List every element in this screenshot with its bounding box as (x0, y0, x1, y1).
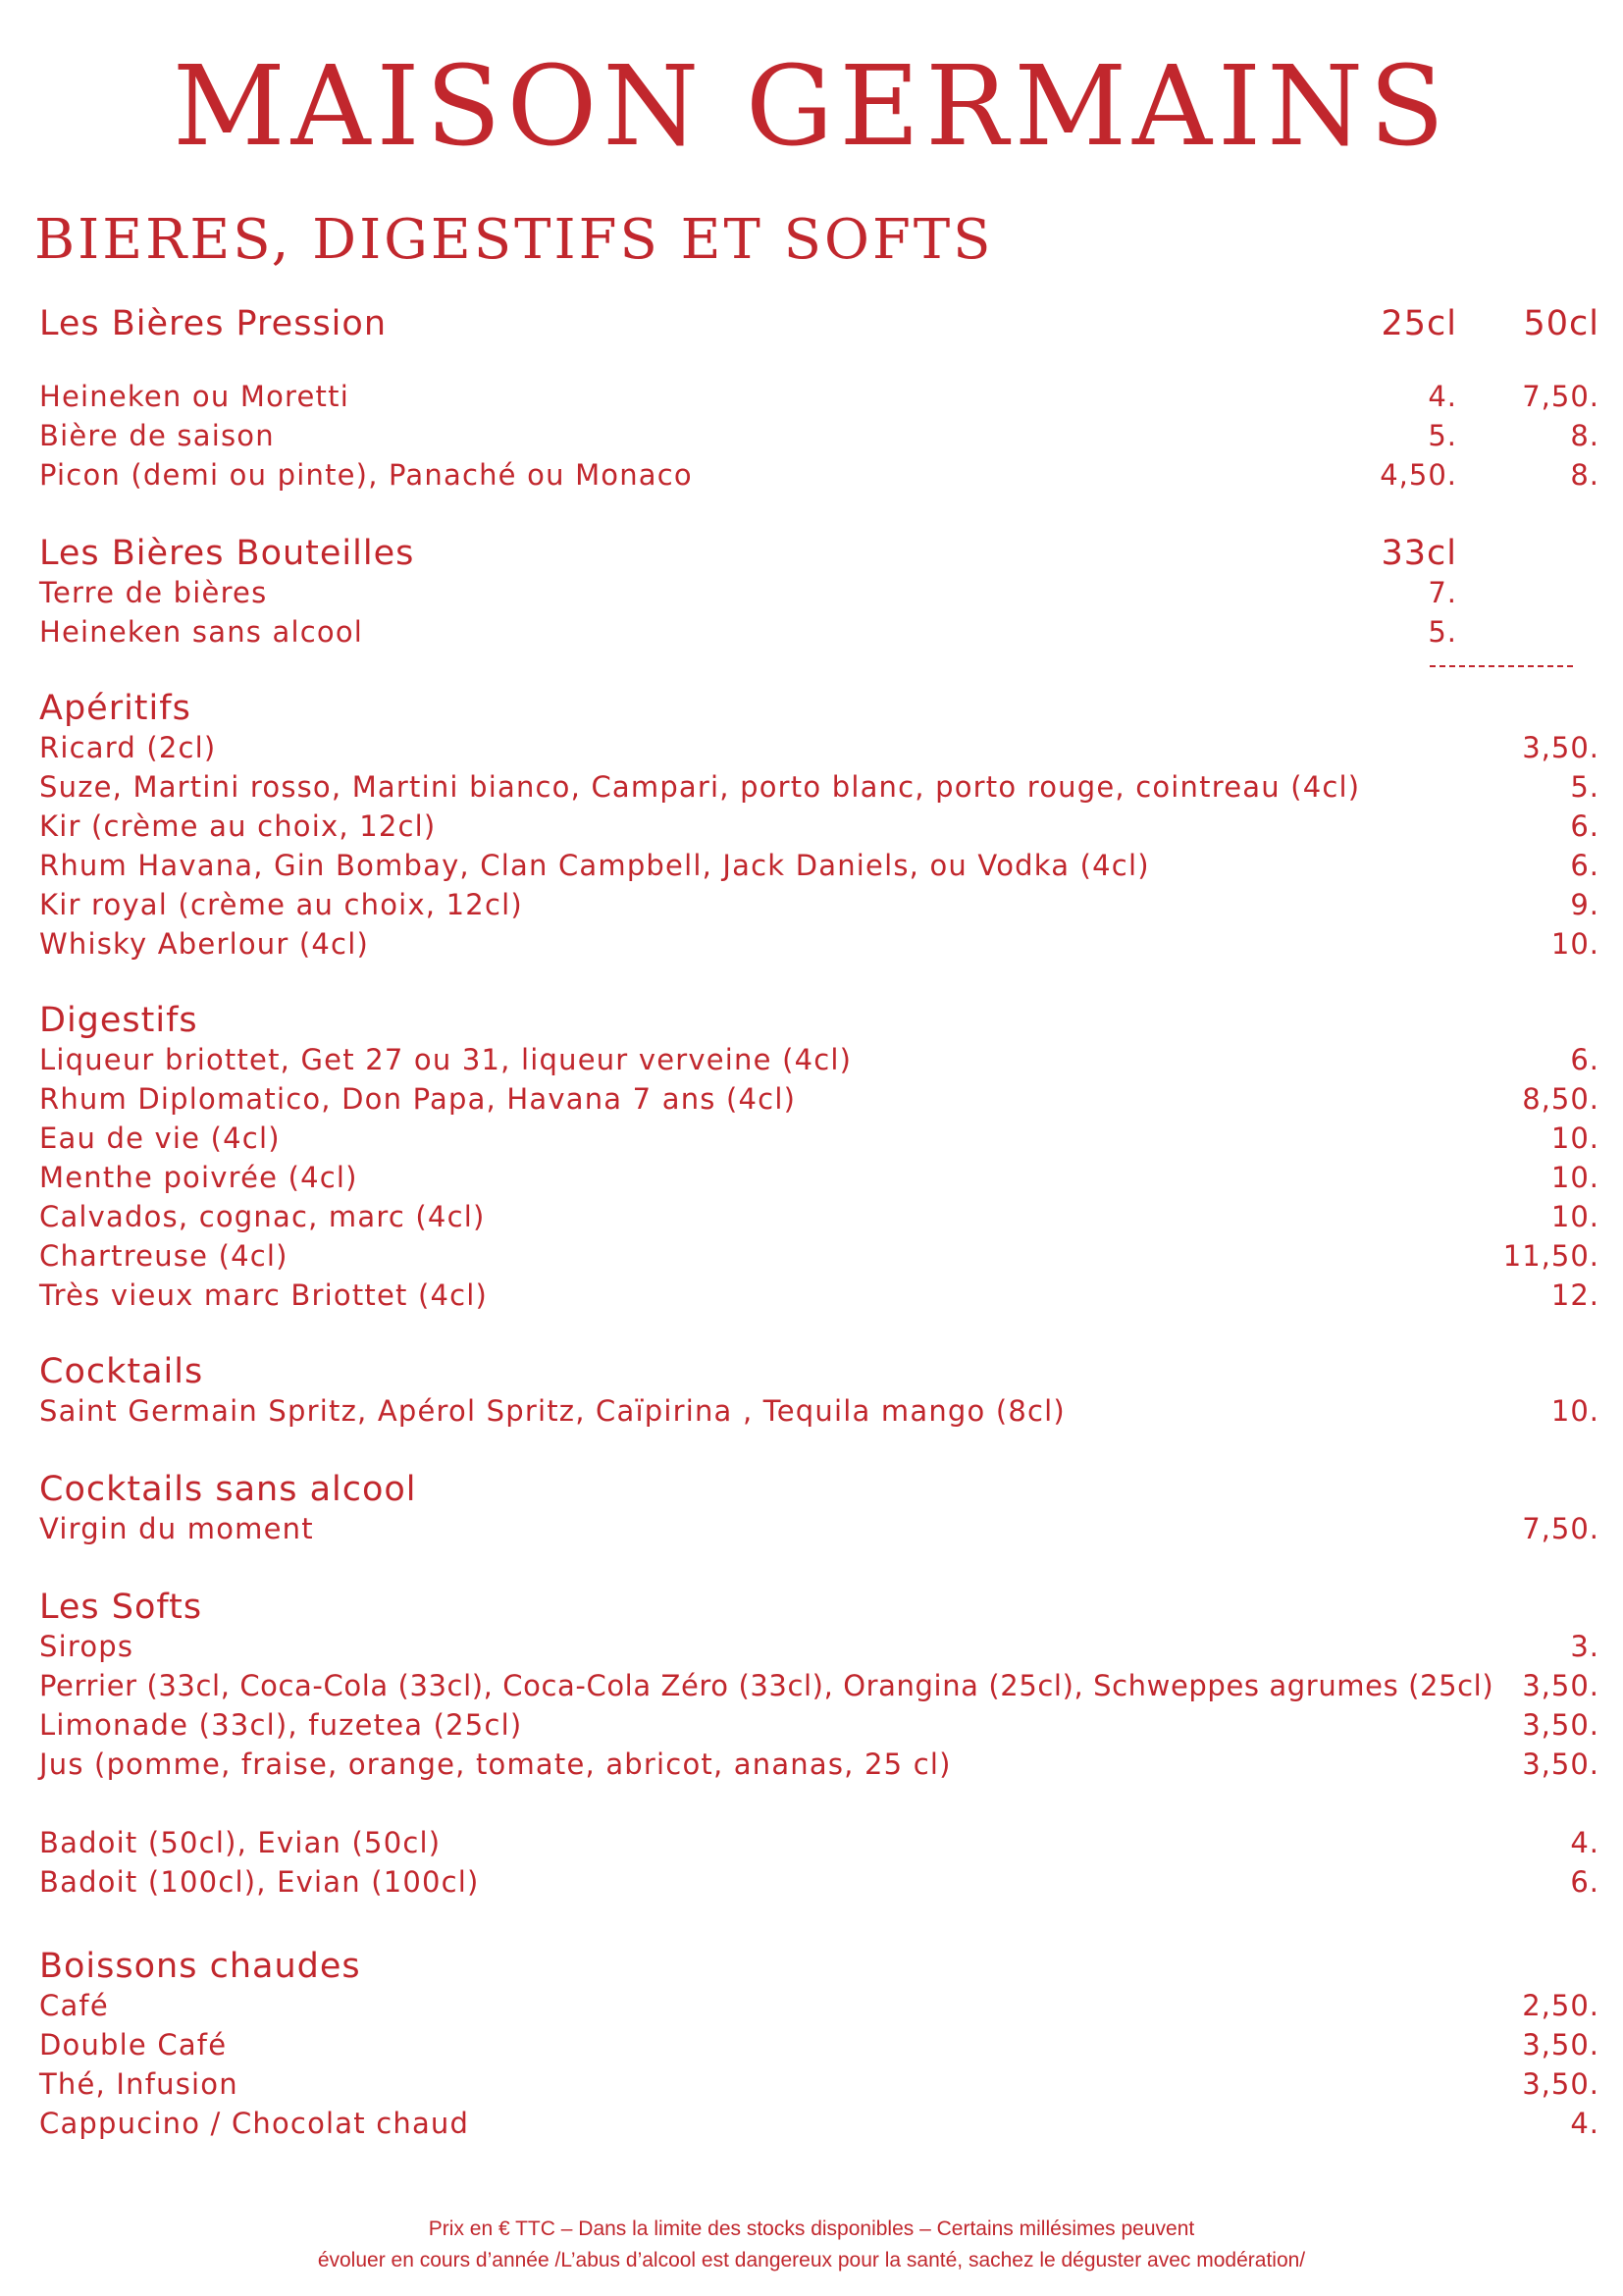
item-price: 3. (1570, 1630, 1599, 1663)
item-price-50cl: 8. (1570, 419, 1599, 452)
item-price-25cl: 4. (1428, 380, 1457, 413)
footer-line-1: Prix en € TTC – Dans la limite des stocks disponibles – Certains millésimes peuvent (428, 2218, 1195, 2240)
column-header-25cl: 25cl (1381, 304, 1457, 343)
section-heading-aperitifs (0, 685, 1623, 732)
column-header-33cl: 33cl (1381, 534, 1457, 573)
section-title: Les Bières Bouteilles (39, 534, 415, 573)
item-name: Rhum Diplomatico, Don Papa, Havana 7 ans (4cl) (39, 1082, 797, 1116)
menu-item (0, 1745, 1623, 1784)
section-heading-bieres-bouteilles (0, 530, 1623, 577)
dashed-divider (1430, 665, 1573, 667)
item-name: Sirops (39, 1630, 134, 1663)
menu-item (0, 1705, 1623, 1745)
restaurant-title: MAISON GERMAINS (172, 43, 1451, 171)
item-price: 10. (1550, 1200, 1599, 1233)
section-title: Cocktails sans alcool (39, 1470, 417, 1509)
menu-item (0, 846, 1623, 885)
item-price: 6. (1570, 809, 1599, 843)
section-heading-bieres-pression (0, 300, 1623, 347)
section-heading-softs (0, 1584, 1623, 1631)
item-name: Perrier (33cl, Coca-Cola (33cl), Coca-Cola Zéro (33cl), Orangina (25cl), Schweppes agrumes (25cl) (39, 1669, 1494, 1702)
item-name: Bière de saison (39, 419, 275, 452)
item-price: 2,50. (1522, 1989, 1599, 2022)
item-price: 10. (1550, 1394, 1599, 1428)
item-price: 9. (1570, 888, 1599, 921)
menu-item (0, 1391, 1623, 1431)
item-name: Badoit (100cl), Evian (100cl) (39, 1865, 480, 1899)
item-name: Calvados, cognac, marc (4cl) (39, 1200, 486, 1233)
item-name: Double Café (39, 2028, 228, 2061)
item-name: Heineken ou Moretti (39, 380, 349, 413)
menu-item (0, 1823, 1623, 1862)
item-name: Kir (crème au choix, 12cl) (39, 809, 437, 843)
item-price: 3,50. (1522, 1669, 1599, 1702)
menu-item (0, 1158, 1623, 1197)
item-name: Whisky Aberlour (4cl) (39, 927, 369, 961)
item-name: Café (39, 1989, 109, 2022)
section-title: Les Bières Pression (39, 304, 387, 343)
section-heading-cocktails (0, 1348, 1623, 1395)
menu-item (0, 1119, 1623, 1158)
menu-item (0, 2025, 1623, 2064)
menu-item (0, 455, 1623, 495)
item-price: 4. (1570, 2107, 1599, 2140)
item-name: Rhum Havana, Gin Bombay, Clan Campbell, Jack Daniels, ou Vodka (4cl) (39, 849, 1150, 882)
item-price-33cl: 7. (1428, 576, 1457, 609)
footer-disclaimer (0, 2214, 1623, 2276)
item-price: 6. (1570, 849, 1599, 882)
item-name: Heineken sans alcool (39, 615, 364, 649)
item-name: Chartreuse (4cl) (39, 1239, 288, 1273)
item-name: Badoit (50cl), Evian (50cl) (39, 1826, 442, 1859)
section-title: Digestifs (39, 1001, 198, 1040)
item-price: 3,50. (1522, 1708, 1599, 1742)
item-price: 10. (1550, 1122, 1599, 1155)
item-price-33cl: 5. (1428, 615, 1457, 649)
item-price: 3,50. (1522, 2067, 1599, 2101)
item-name: Virgin du moment (39, 1512, 314, 1545)
section-heading-digestifs (0, 997, 1623, 1044)
item-name: Saint Germain Spritz, Apérol Spritz, Caïpirina , Tequila mango (8cl) (39, 1394, 1066, 1428)
item-price: 3,50. (1522, 731, 1599, 764)
menu-item (0, 1197, 1623, 1236)
menu-item (0, 1276, 1623, 1315)
menu-item (0, 728, 1623, 767)
item-price: 11,50. (1502, 1239, 1599, 1273)
item-price: 10. (1550, 927, 1599, 961)
item-name: Suze, Martini rosso, Martini bianco, Campari, porto blanc, porto rouge, cointreau (4cl) (39, 770, 1361, 804)
menu-item (0, 1236, 1623, 1276)
item-name: Très vieux marc Briottet (4cl) (39, 1278, 489, 1312)
menu-item (0, 1040, 1623, 1079)
item-price: 3,50. (1522, 2028, 1599, 2061)
menu-item (0, 1666, 1623, 1705)
section-title: Apéritifs (39, 689, 191, 728)
item-price-50cl: 8. (1570, 458, 1599, 492)
item-price: 12. (1550, 1278, 1599, 1312)
item-price: 6. (1570, 1043, 1599, 1076)
menu-item (0, 612, 1623, 652)
item-price: 8,50. (1522, 1082, 1599, 1116)
menu-item (0, 1862, 1623, 1902)
item-price: 6. (1570, 1865, 1599, 1899)
item-name: Cappucino / Chocolat chaud (39, 2107, 470, 2140)
item-name: Kir royal (crème au choix, 12cl) (39, 888, 523, 921)
menu-item (0, 807, 1623, 846)
item-price: 7,50. (1522, 1512, 1599, 1545)
item-name: Picon (demi ou pinte), Panaché ou Monaco (39, 458, 693, 492)
section-title: Les Softs (39, 1588, 203, 1627)
item-name: Limonade (33cl), fuzetea (25cl) (39, 1708, 523, 1742)
menu-subtitle: BIERES, DIGESTIFS ET SOFTS (34, 208, 994, 272)
item-name: Liqueur briottet, Get 27 ou 31, liqueur verveine (4cl) (39, 1043, 853, 1076)
item-price: 5. (1570, 770, 1599, 804)
item-name: Eau de vie (4cl) (39, 1122, 281, 1155)
item-price-25cl: 5. (1428, 419, 1457, 452)
item-price-50cl: 7,50. (1522, 380, 1599, 413)
item-price: 3,50. (1522, 1748, 1599, 1781)
menu-item (0, 1986, 1623, 2025)
section-title: Cocktails (39, 1352, 204, 1391)
menu-item (0, 2104, 1623, 2143)
menu-item (0, 924, 1623, 964)
section-heading-cocktails-sans-alcool (0, 1466, 1623, 1513)
item-name: Menthe poivrée (4cl) (39, 1161, 358, 1194)
item-name: Terre de bières (39, 576, 268, 609)
menu-item (0, 1079, 1623, 1119)
item-price: 10. (1550, 1161, 1599, 1194)
menu-item (0, 2064, 1623, 2104)
item-price: 4. (1570, 1826, 1599, 1859)
item-name: Jus (pomme, fraise, orange, tomate, abricot, ananas, 25 cl) (39, 1748, 952, 1781)
menu-item (0, 416, 1623, 455)
section-title: Boissons chaudes (39, 1947, 361, 1986)
menu-item (0, 1627, 1623, 1666)
section-heading-boissons-chaudes (0, 1943, 1623, 1990)
column-header-50cl: 50cl (1523, 304, 1599, 343)
footer-line-2: évoluer en cours d’année /L’abus d’alcool est dangereux pour la santé, sachez le déguster avec modération/ (317, 2249, 1306, 2271)
menu-item (0, 1509, 1623, 1548)
item-name: Ricard (2cl) (39, 731, 217, 764)
item-price-25cl: 4,50. (1380, 458, 1457, 492)
menu-item (0, 573, 1623, 612)
menu-item (0, 377, 1623, 416)
menu-item (0, 885, 1623, 924)
menu-item (0, 767, 1623, 807)
item-name: Thé, Infusion (39, 2067, 238, 2101)
